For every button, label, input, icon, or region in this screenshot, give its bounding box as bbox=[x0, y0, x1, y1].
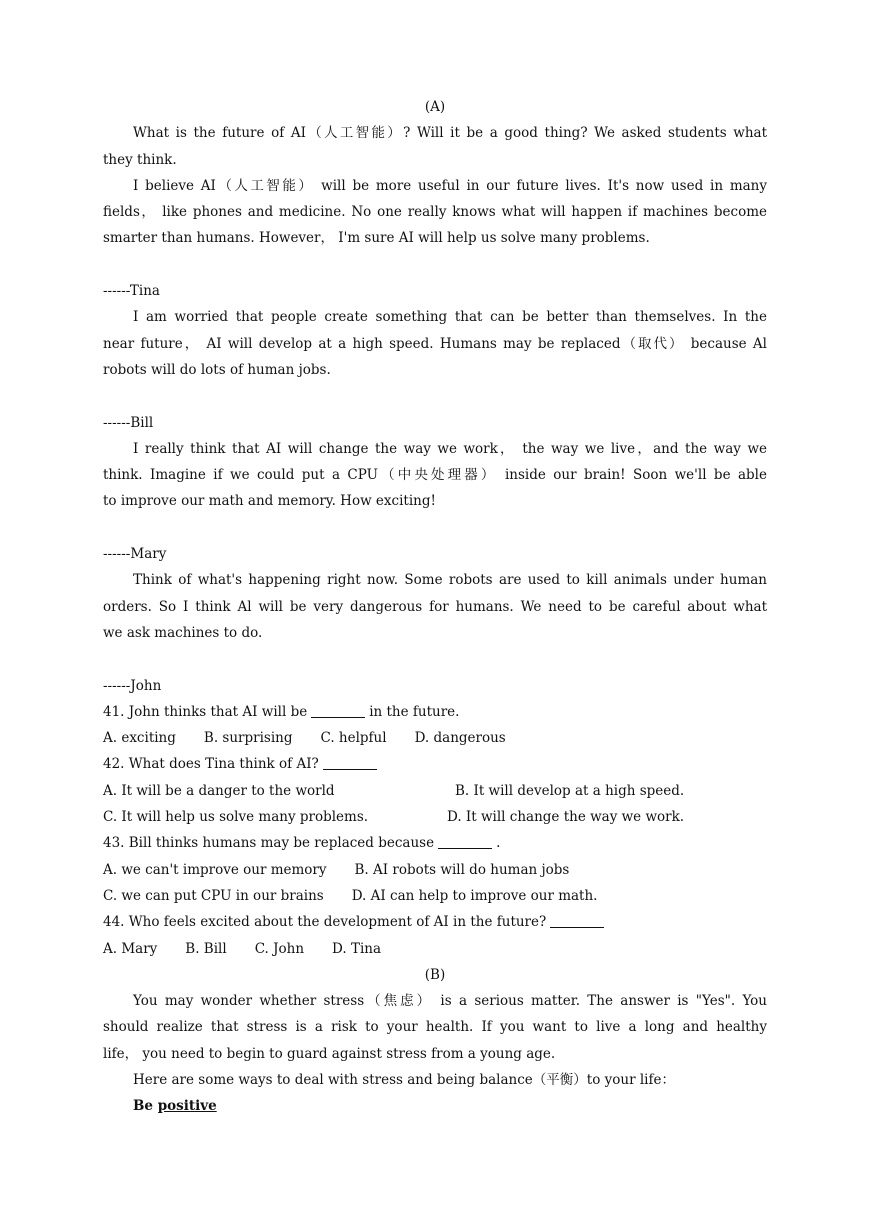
spacer bbox=[103, 646, 767, 672]
passage-a-intro-line: What is the future of AI（人工智能）? Will it be a good thing? We asked students what bbox=[133, 125, 767, 142]
passage-a-heading: (A) bbox=[424, 99, 446, 115]
signature-bill: ------Bill bbox=[103, 414, 154, 431]
option-c[interactable]: C. helpful bbox=[320, 730, 387, 747]
answer-blank[interactable] bbox=[311, 703, 365, 718]
question-43 bbox=[103, 830, 767, 856]
subheading-be-positive bbox=[103, 1093, 767, 1119]
question-text: 43. Bill thinks humans may be replaced because bbox=[103, 835, 435, 852]
question-42-options-row bbox=[103, 778, 767, 804]
question-42-options-row bbox=[103, 804, 767, 830]
passage-a-paragraph-line: near future， AI will develop at a high speed. Humans may be replaced（取代） because Al bbox=[103, 335, 767, 352]
option-a[interactable]: A. Mary bbox=[103, 940, 158, 957]
passage-a-paragraph-line: we ask machines to do. bbox=[103, 624, 263, 641]
passage-a-paragraph-line: to improve our math and memory. How exciting! bbox=[103, 493, 436, 510]
question-text: . bbox=[496, 835, 501, 852]
option-b[interactable]: B. It will develop at a high speed. bbox=[455, 782, 685, 799]
option-b[interactable]: B. AI robots will do human jobs bbox=[354, 861, 570, 878]
passage-b-paragraph-line: Here are some ways to deal with stress and being balance（平衡）to your life： bbox=[133, 1071, 675, 1088]
passage-a-paragraph-line: I really think that AI will change the way we work， the way we live，and the way we bbox=[133, 440, 767, 457]
spacer bbox=[103, 252, 767, 278]
signature-john: ------John bbox=[103, 677, 162, 694]
answer-blank[interactable] bbox=[438, 834, 492, 849]
option-a[interactable]: A. It will be a danger to the world bbox=[103, 782, 335, 799]
spacer bbox=[103, 515, 767, 541]
answer-blank[interactable] bbox=[323, 755, 377, 770]
question-44 bbox=[103, 909, 767, 935]
question-43-options-row bbox=[103, 883, 767, 909]
passage-a-paragraph-line: think. Imagine if we could put a CPU（中央处理器） inside our brain! Soon we'll be able bbox=[103, 467, 767, 484]
option-d[interactable]: D. AI can help to improve our math. bbox=[351, 887, 598, 904]
passage-a-paragraph-line: orders. So I think Al will be very dangerous for humans. We need to be careful about what bbox=[103, 598, 767, 615]
option-b[interactable]: B. surprising bbox=[203, 730, 293, 747]
passage-a-paragraph-line: fields， like phones and medicine. No one really knows what will happen if machines become bbox=[103, 204, 767, 221]
option-c[interactable]: C. we can put CPU in our brains bbox=[103, 887, 324, 904]
spacer bbox=[103, 383, 767, 409]
question-text: 41. John thinks that AI will be bbox=[103, 703, 308, 720]
option-b[interactable]: B. Bill bbox=[185, 940, 227, 957]
signature-tina: ------Tina bbox=[103, 283, 160, 300]
option-d[interactable]: D. Tina bbox=[332, 940, 382, 957]
passage-a-paragraph-line: I believe AI（人工智能） will be more useful in our future lives. It's now used in many bbox=[133, 177, 767, 194]
passage-a-paragraph-line: robots will do lots of human jobs. bbox=[103, 361, 331, 378]
passage-a-paragraph-line: I am worried that people create something that can be better than themselves. In the bbox=[133, 309, 767, 326]
question-42 bbox=[103, 751, 767, 777]
option-c[interactable]: C. John bbox=[254, 940, 305, 957]
question-44-options bbox=[103, 936, 767, 962]
option-a[interactable]: A. exciting bbox=[103, 730, 176, 747]
question-43-options-row bbox=[103, 857, 767, 883]
subheading-word: Be bbox=[133, 1098, 153, 1115]
option-a[interactable]: A. we can't improve our memory bbox=[103, 861, 327, 878]
passage-a-paragraph-line: smarter than humans. However， I'm sure AI will help us solve many problems. bbox=[103, 230, 650, 247]
passage-a-intro-line: they think. bbox=[103, 151, 177, 168]
passage-b-heading: (B) bbox=[424, 966, 446, 983]
option-d[interactable]: D. It will change the way we work. bbox=[447, 809, 685, 826]
question-text: 44. Who feels excited about the development of AI in the future? bbox=[103, 914, 547, 931]
question-41-options bbox=[103, 725, 767, 751]
answer-blank[interactable] bbox=[550, 913, 604, 928]
question-text: in the future. bbox=[369, 703, 460, 720]
option-c[interactable]: C. It will help us solve many problems. bbox=[103, 809, 369, 826]
subheading-word-underlined: positive bbox=[157, 1098, 217, 1115]
option-d[interactable]: D. dangerous bbox=[414, 730, 506, 747]
passage-a-paragraph-line: Think of what's happening right now. Some robots are used to kill animals under human bbox=[133, 572, 767, 589]
passage-b-paragraph-line: You may wonder whether stress（焦虑） is a serious matter. The answer is "Yes". You bbox=[133, 993, 767, 1010]
question-text: 42. What does Tina think of AI? bbox=[103, 756, 319, 773]
passage-b-paragraph-line: should realize that stress is a risk to your health. If you want to live a long and healthy bbox=[103, 1019, 767, 1036]
passage-b-paragraph-line: life， you need to begin to guard against stress from a young age. bbox=[103, 1045, 556, 1062]
question-41 bbox=[103, 699, 767, 725]
signature-mary: ------Mary bbox=[103, 546, 167, 563]
worksheet-page bbox=[103, 94, 767, 1120]
